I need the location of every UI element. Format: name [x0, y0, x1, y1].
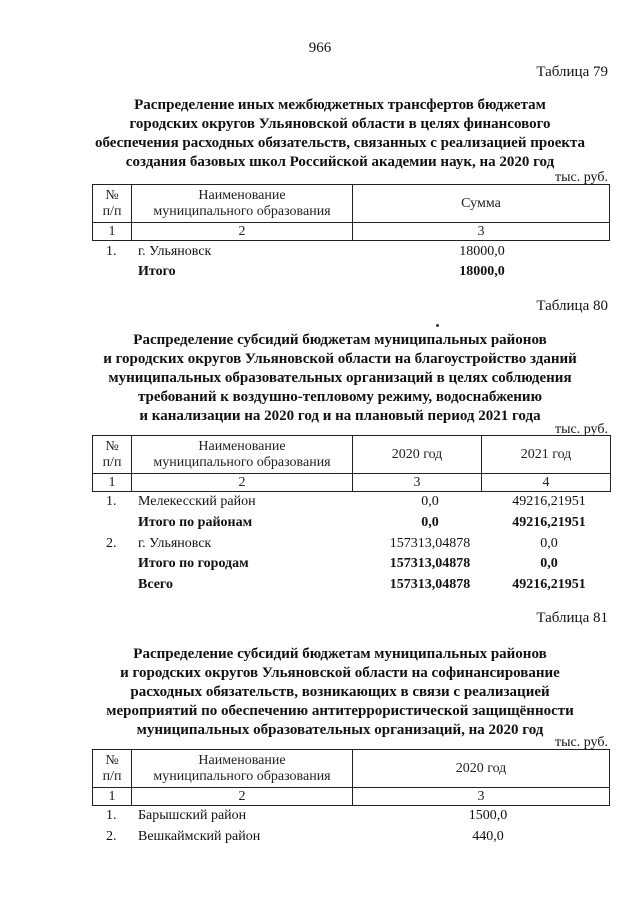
index-cell: 2 [132, 474, 353, 492]
table-row [0, 808, 640, 828]
table-row [0, 829, 640, 849]
row-value: 0,0 [540, 536, 558, 551]
table-79-header [92, 184, 610, 241]
title-line: муниципальных образовательных организаций в целях соблюдения [108, 370, 572, 386]
year-2020-header: 2020 год [353, 750, 610, 788]
num-header: № п/п [93, 750, 132, 788]
table-81-label: Таблица 81 [536, 610, 608, 626]
table-80-header [92, 435, 611, 492]
index-cell: 3 [353, 788, 610, 806]
title-line: и городских округов Ульяновской области на софинансирование [120, 665, 560, 681]
row-value: 18000,0 [459, 244, 505, 259]
row-value: 157313,04878 [389, 577, 471, 592]
row-value: 0,0 [421, 494, 439, 509]
table-row-total [0, 577, 640, 597]
table-81-header [92, 749, 610, 806]
title-line: и городских округов Ульяновской области на благоустройство зданий [103, 351, 577, 367]
row-value: 157313,04878 [389, 556, 471, 571]
page-number: 966 [308, 40, 332, 56]
row-value: 0,0 [421, 515, 439, 530]
stray-dot [436, 324, 439, 327]
sum-header: Сумма [353, 185, 610, 223]
title-line: Распределение иных межбюджетных трансфертов бюджетам [134, 97, 546, 113]
table-row-total [0, 264, 640, 284]
title-line: создания базовых школ Российской академии наук, на 2020 год [125, 154, 555, 170]
title-line: муниципальных образовательных организаций, на 2020 год [136, 722, 544, 738]
num-header: № п/п [93, 436, 132, 474]
table-79-title [70, 96, 610, 172]
table-81-title [70, 645, 610, 740]
title-line: расходных обязательств, возникающих в связи с реализацией [130, 684, 550, 700]
title-line: Распределение субсидий бюджетам муниципальных районов [133, 332, 547, 348]
title-line: мероприятий по обеспечению антитеррористической защищённости [106, 703, 574, 719]
row-value: 49216,21951 [512, 515, 586, 530]
table-row [0, 494, 640, 514]
num-header: № п/п [93, 185, 132, 223]
name-header: Наименование муниципального образования [132, 436, 353, 474]
row-name: г. Ульяновск [138, 536, 212, 551]
title-line: обеспечения расходных обязательств, связанных с реализацией проекта [94, 135, 586, 151]
title-line: Распределение субсидий бюджетам муниципальных районов [133, 646, 547, 662]
table-row-subtotal [0, 515, 640, 535]
name-header: Наименование муниципального образования [132, 750, 353, 788]
index-cell: 2 [132, 788, 353, 806]
table-row [0, 536, 640, 556]
row-value: 0,0 [540, 556, 558, 571]
row-value: 49216,21951 [512, 494, 586, 509]
title-line: и канализации на 2020 год и на плановый период 2021 года [139, 408, 541, 424]
year-2021-header: 2021 год [482, 436, 611, 474]
index-cell: 2 [132, 223, 353, 241]
table-79-label: Таблица 79 [536, 64, 608, 80]
table-79-units: тыс. руб. [555, 170, 608, 185]
index-cell: 4 [482, 474, 611, 492]
row-num: 1. [106, 494, 117, 509]
row-name: Итого [138, 264, 176, 279]
title-line: требований к воздушно-тепловому режиму, водоснабжению [137, 389, 543, 405]
index-cell: 1 [93, 474, 132, 492]
table-81-units: тыс. руб. [555, 735, 608, 750]
table-row [0, 244, 640, 264]
row-name: г. Ульяновск [138, 244, 212, 259]
table-row-subtotal [0, 556, 640, 576]
row-value: 440,0 [472, 829, 504, 844]
name-header: Наименование муниципального образования [132, 185, 353, 223]
row-num: 2. [106, 536, 117, 551]
row-name: Мелекесский район [138, 494, 256, 509]
table-80-title [70, 331, 610, 426]
index-cell: 3 [353, 223, 610, 241]
title-line: городских округов Ульяновской области в целях финансового [129, 116, 551, 132]
row-name: Барышский район [138, 808, 247, 823]
row-value: 18000,0 [459, 264, 505, 279]
table-80-units: тыс. руб. [555, 422, 608, 437]
row-name: Итого по районам [138, 515, 253, 530]
row-name: Всего [138, 577, 173, 592]
row-value: 1500,0 [468, 808, 508, 823]
row-num: 1. [106, 808, 117, 823]
row-value: 157313,04878 [389, 536, 471, 551]
row-name: Итого по городам [138, 556, 249, 571]
row-value: 49216,21951 [512, 577, 586, 592]
index-cell: 1 [93, 223, 132, 241]
index-cell: 1 [93, 788, 132, 806]
row-num: 1. [106, 244, 117, 259]
index-cell: 3 [353, 474, 482, 492]
table-80-label: Таблица 80 [536, 298, 608, 314]
row-name: Вешкаймский район [138, 829, 261, 844]
row-num: 2. [106, 829, 117, 844]
year-2020-header: 2020 год [353, 436, 482, 474]
